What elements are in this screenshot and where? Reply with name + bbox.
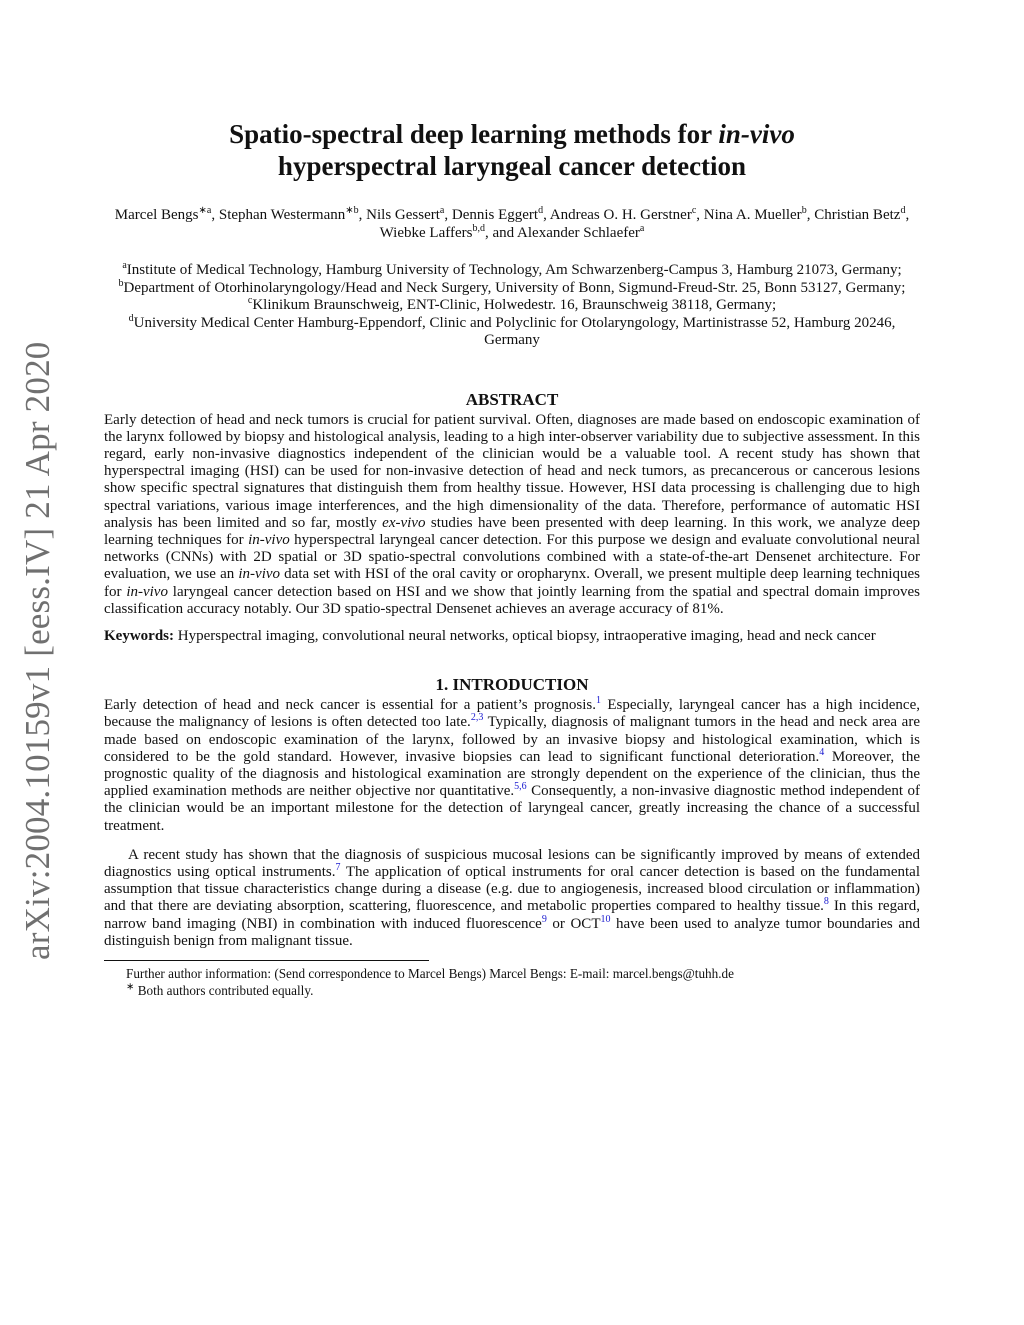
author: Marcel Bengs$^{∗a}$ <box>114 205 212 223</box>
author: Wiebke Laffers$^{b,d}$ <box>379 223 485 241</box>
author: Stephan Westermann$^{∗b}$ <box>218 205 359 223</box>
citation-link[interactable]: 4 <box>819 746 825 758</box>
title-line2: hyperspectral laryngeal cancer detection <box>277 151 747 181</box>
paper-title <box>104 118 920 182</box>
citation-link[interactable]: 9 <box>541 913 547 925</box>
author: Nina A. Mueller$^b$ <box>703 205 807 223</box>
author: Dennis Eggert$^d$ <box>451 205 544 223</box>
paper-first-page <box>104 118 920 999</box>
citation-link[interactable]: 7 <box>335 861 341 873</box>
author: Andreas O. H. Gerstner$^c$ <box>549 205 697 223</box>
introduction-paragraph-1: Early detection of head and neck cancer is essential for a patient’s prognosis.$^1$ Especially, laryngeal cancer has a high incidence, because the malignancy of lesions is often detected too late.$^{2,3}$ Typically, diagnosis of malignant tumors in the head and neck area are made based on endoscopic examination of the larynx, followed by an invasive biopsy and histological examination, which is considered to be the gold standard. However, invasive biopsies can lead to significant functional deterioration.$^4$ Moreover, the prognostic quality of the diagnosis and histological examination are strongly dependent on the experience of the clinician, thus the applied examination methods are neither objective nor quantitative.$^{5,6}$ Consequently, a non-invasive diagnostic method independent of the clinician would be an important milestone for the detection of laryngeal cancer, greatly increasing the chance of a successful treatment. <box>104 695 920 834</box>
citation-link[interactable]: 10 <box>600 913 611 925</box>
citation-link[interactable]: 5,6 <box>514 781 527 793</box>
citation-link[interactable]: 2,3 <box>470 712 484 724</box>
introduction-paragraph-2: A recent study has shown that the diagnosis of suspicious mucosal lesions can be significantly improved by means of extended diagnostics using optical instruments.$^7$ The application of optical instruments for oral cancer detection is based on the fundamental assumption that tissue characteristics change during a disease (e.g. due to angiogenesis, increased blood circulation or inflammation) and that there are deviating absorption, scattering, fluorescence, and metabolic properties compared to healthy tissue.$^8$ In this regard, narrow band imaging (NBI) in combination with induced fluorescence$^9$ or OCT$^{10}$ have been used to analyze tumor boundaries and distinguish benign from malignant tissue. <box>104 846 920 949</box>
footnote-author-info: Further author information: (Send correspondence to Marcel Bengs) Marcel Bengs: E-mail: marcel.bengs@tuhh.de <box>126 965 734 981</box>
title-line1: Spatio-spectral deep learning methods for in-vivo <box>229 119 795 149</box>
abstract-heading: ABSTRACT <box>465 389 559 409</box>
arxiv-identifier-stamp: arXiv:2004.10159v1 [eess.IV] 21 Apr 2020 <box>18 341 57 960</box>
author: Christian Betz$^d$ <box>814 205 906 223</box>
author: Alexander Schlaefer$^a$ <box>517 223 645 241</box>
affiliation-list <box>104 262 920 350</box>
affiliation: $^c$Klinikum Braunschweig, ENT-Clinic, Holwedestr. 16, Braunschweig 38118, Germany; <box>247 295 777 313</box>
citation-link[interactable]: 1 <box>596 695 601 707</box>
affiliation: $^a$Institute of Medical Technology, Hamburg University of Technology, Am Schwarzenberg-Campus 3, Hamburg 21073, Germany; <box>122 260 902 278</box>
footnote-equal-contribution: ∗ Both authors contributed equally. <box>126 981 314 998</box>
abstract-text: Early detection of head and neck tumors is crucial for patient survival. Often, diagnoses are made based on endoscopic examination of the larynx followed by biopsy and histological analysis, leading to a high inter-observer variability due to subjective assessment. In this regard, early non-invasive diagnostics independent of the clinician would be a valuable tool. A recent study has shown that hyperspectral imaging (HSI) can be used for non-invasive detection of head and neck tumors, as precancerous or cancerous lesions show specific spectral signatures that distinguish them from healthy tissue. However, HSI data processing is challenging due to high spectral variations, various image interferences, and the high dimensionality of the data. Therefore, performance of automatic HSI analysis has been limited and so far, mostly ex-vivo studies have been presented with deep learning. In this work, we analyze deep learning techniques for in-vivo hyperspectral laryngeal cancer detection. For this purpose we design and evaluate convolutional neural networks (CNNs) with 2D spatial or 3D spatio-spectral convolutions combined with a state-of-the-art Densenet architecture. For evaluation, we use an in-vivo data set with HSI of the oral cavity or oropharynx. Overall, we present multiple deep learning techniques for in-vivo laryngeal cancer detection based on HSI and we show that jointly learning from the spatial and spectral domain improves classification accuracy notably. Our 3D spatio-spectral Densenet achieves an average accuracy of 81%. <box>104 411 921 617</box>
author: Nils Gessert$^a$ <box>366 205 445 223</box>
affiliation: $^d$University Medical Center Hamburg-Eppendorf, Clinic and Polyclinic for Otolaryngology, Martinistrasse 52, Hamburg 20246, Germany <box>128 312 896 348</box>
keywords: Keywords: Hyperspectral imaging, convolutional neural networks, optical biopsy, intraoperative imaging, head and neck cancer <box>104 627 876 644</box>
introduction-heading: 1. INTRODUCTION <box>435 675 589 695</box>
citation-link[interactable]: 8 <box>823 896 829 908</box>
affiliation: $^b$Department of Otorhinolaryngology/Head and Neck Surgery, University of Bonn, Sigmund-Freud-Str. 25, Bonn 53127, Germany; <box>118 277 906 296</box>
author-list: Marcel Bengs$^{∗a}$, Stephan Westermann$^{∗b}$, Nils Gessert$^a$, Dennis Eggert$^d$, Andreas O. H. Gerstner$^c$, Nina A. Mueller$^b$, Christian Betz$^d$, Wiebke Laffers$^{b,d}$, and Alexander Schlaefer$^a$ <box>114 205 910 241</box>
footnote-divider <box>104 960 429 961</box>
